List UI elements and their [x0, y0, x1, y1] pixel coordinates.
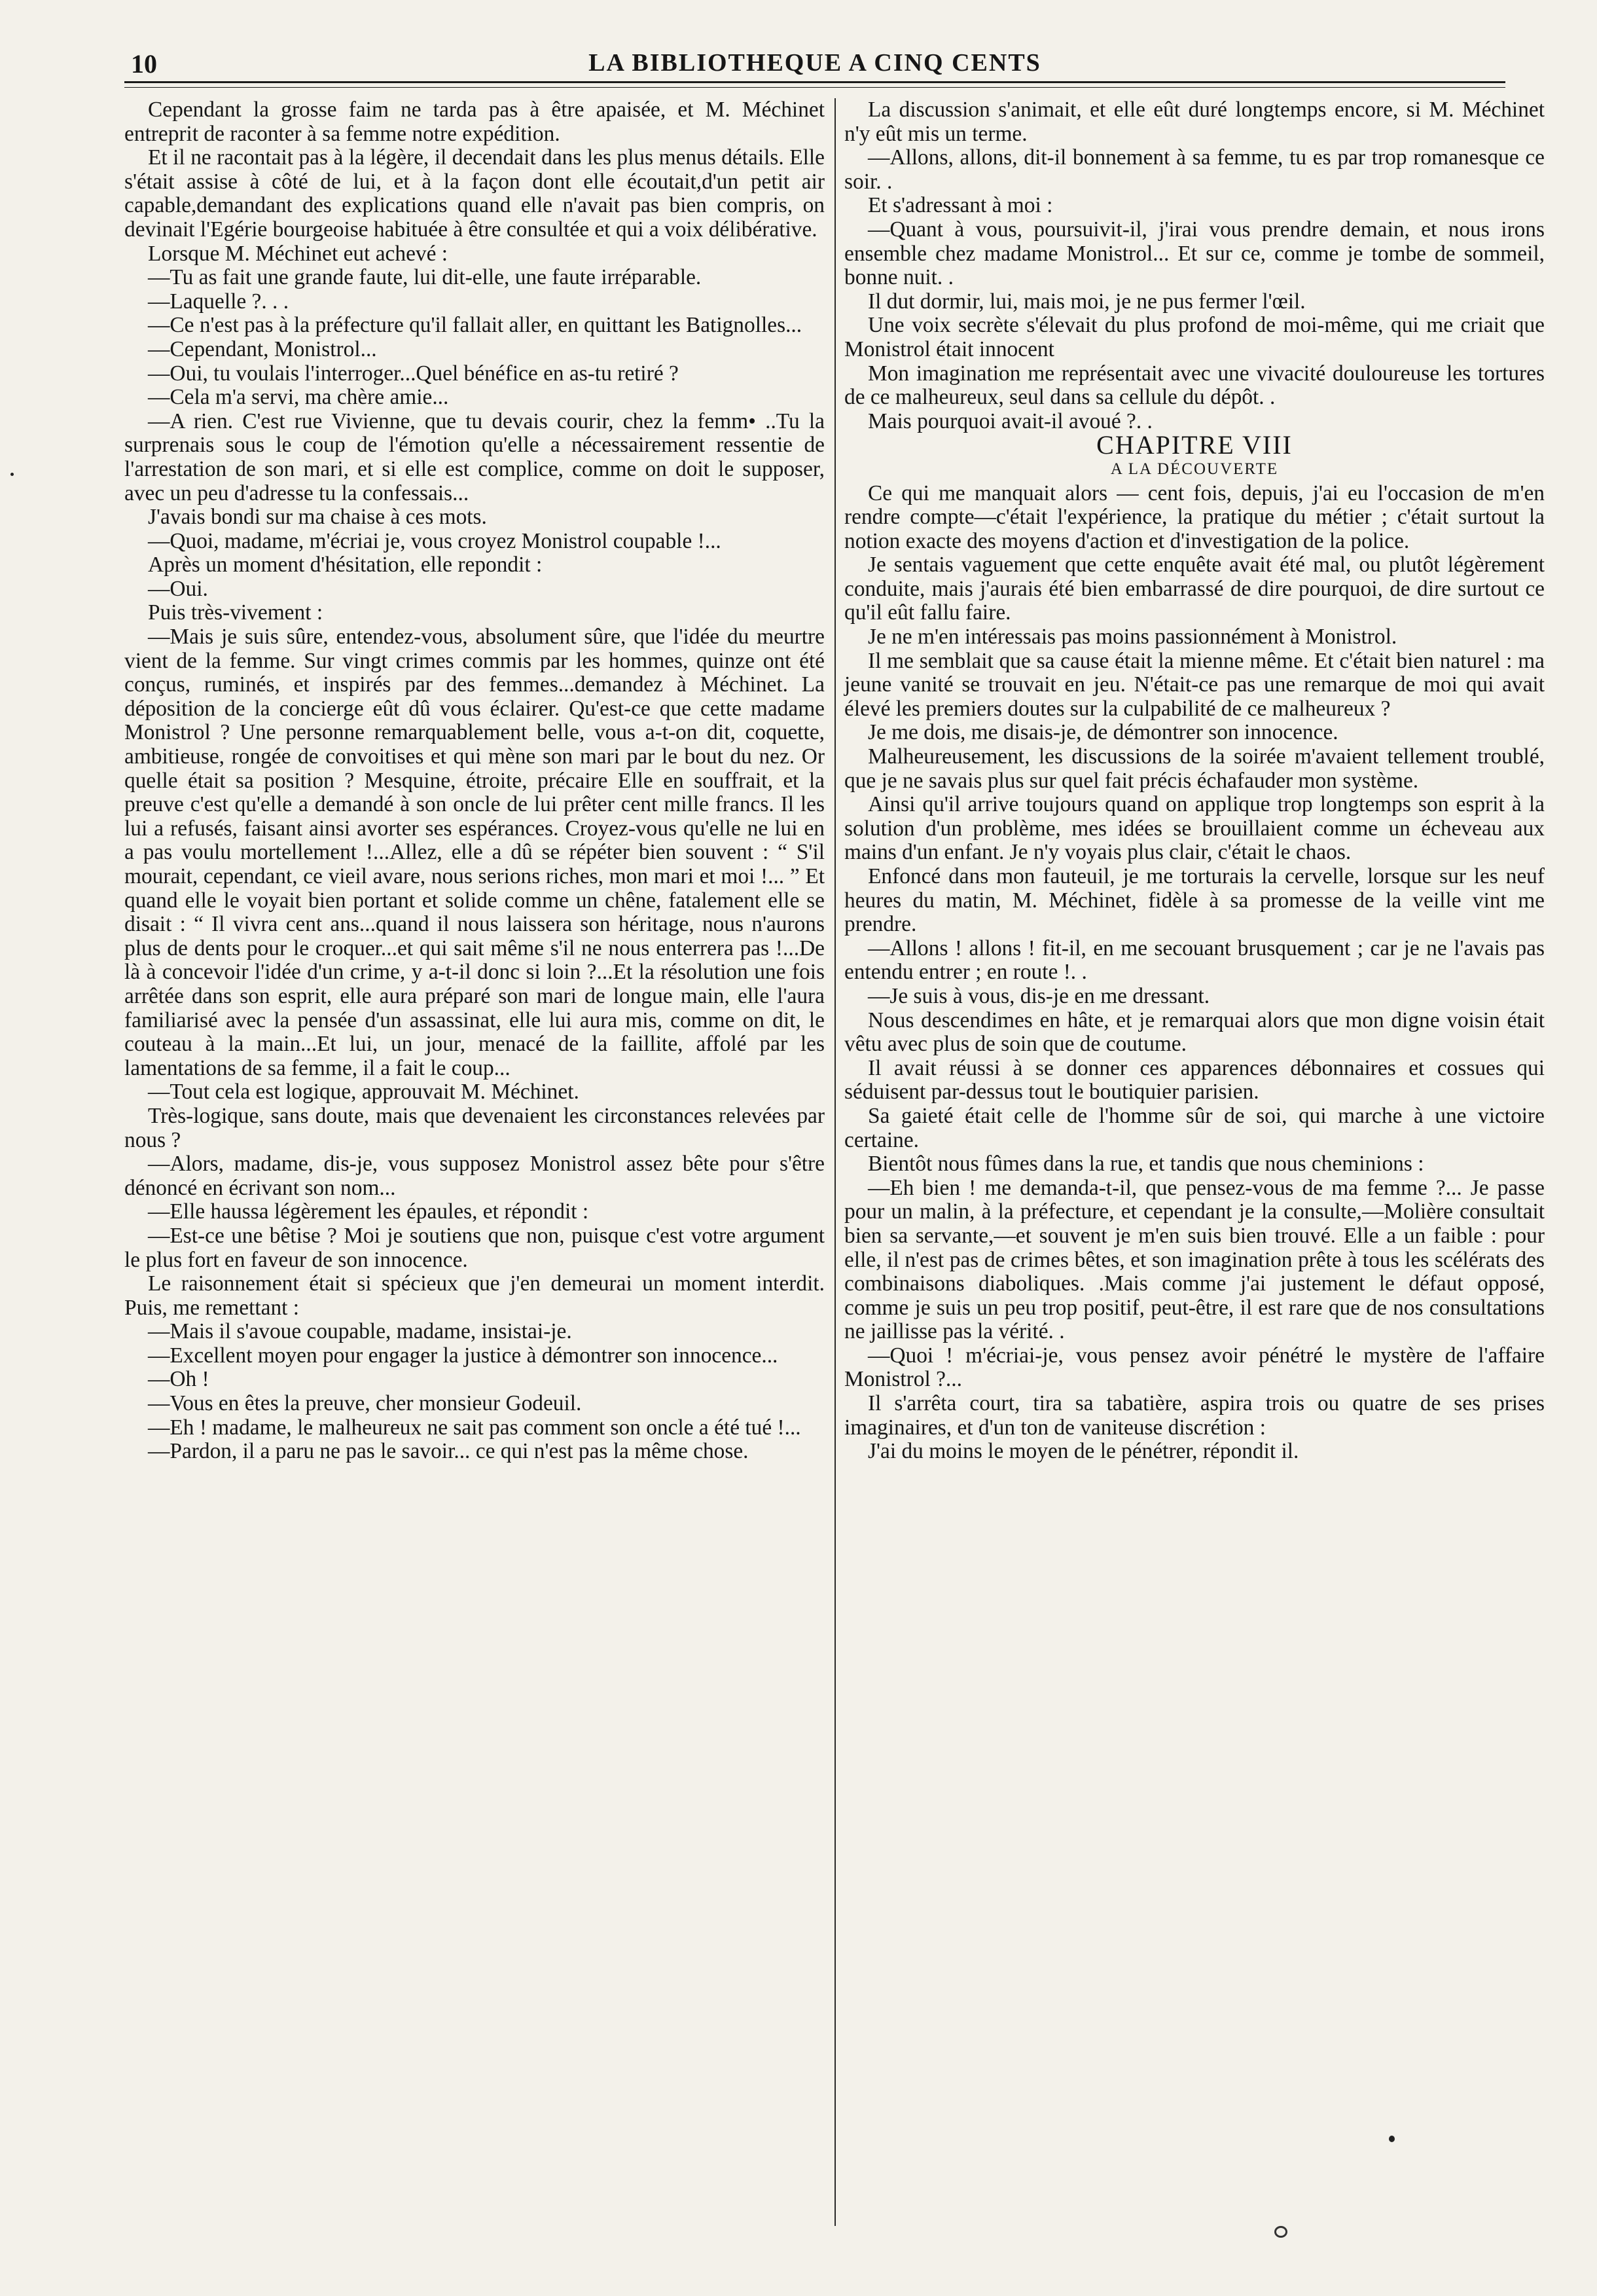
- paragraph: —Cela m'a servi, ma chère amie...: [148, 385, 449, 410]
- header-rule: [124, 81, 1505, 83]
- paragraph: Ce qui me manquait alors — cent fois, depuis, j'ai eu l'occasion de m'en rendre compte—c'était l'expérience, la pratique du métier ; c'était surtout la notion exacte des moyens d'action et d'investigation de la police.: [844, 481, 1545, 553]
- paragraph: —Oh !: [148, 1367, 209, 1392]
- paragraph: —Allons ! allons ! fit-il, en me secouant brusquement ; car je ne l'avais pas entendu entrer ; en route !. .: [844, 936, 1545, 985]
- right-column-text-before: [844, 98, 1545, 433]
- paragraph: —Quoi, madame, m'écriai je, vous croyez Monistrol coupable !...: [148, 528, 721, 553]
- running-title: LA BIBLIOTHEQUE A CINQ CENTS: [588, 49, 1041, 77]
- paragraph: —Eh bien ! me demanda-t-il, que pensez-vous de ma femme ?... Je passe pour un malin, à la préfecture, et cependant je la consulte,—Molière consultait bien sa servante,—et souvent je m'en suis bien trouvé. Elle a un faible : pour elle, il n'est pas de crimes bêtes, et son imagination prête à tous les scélérats des combinaisons diaboliques. .Mais comme j'ai justement le défaut opposé, comme je suis un peu trop positif, peut-être, il est rare que de nos consultations ne jaillisse pas la vérité. .: [844, 1175, 1545, 1344]
- paragraph: Cependant la grosse faim ne tarda pas à être apaisée, et M. Méchinet entreprit de raconter à sa femme notre expédition.: [124, 98, 825, 146]
- paragraph: —Quant à vous, poursuivit-il, j'irai vous prendre demain, et nous irons ensemble chez madame Monistrol... Et sur ce, comme je tombe de sommeil, bonne nuit. .: [844, 217, 1545, 290]
- paragraph: —Cependant, Monistrol...: [148, 337, 377, 361]
- paragraph: —Oui.: [148, 576, 208, 601]
- chapter-subtitle: A LA DÉCOUVERTE: [1110, 460, 1279, 478]
- paragraph: Puis très-vivement :: [148, 600, 323, 625]
- paragraph: Et il ne racontait pas à la légère, il decendait dans les plus menus détails. Elle s'était assise à côté de lui, et à la façon dont elle écoutait,d'un petit air capable,demandant des explications quand elle n'avait pas bien compris, on devinait l'Egérie bourgeoise habituée à être consultée et qui a voix délibérative.: [124, 145, 825, 242]
- paragraph: Bientôt nous fûmes dans la rue, et tandis que nous cheminions :: [868, 1152, 1424, 1176]
- paragraph: Il dut dormir, lui, mais moi, je ne pus fermer l'œil.: [868, 289, 1306, 314]
- paragraph: Il avait réussi à se donner ces apparences débonnaires et cossues qui séduisent par-dessus tout le boutiquier parisien.: [844, 1055, 1545, 1104]
- paragraph: —Excellent moyen pour engager la justice à démontrer son innocence...: [148, 1343, 778, 1368]
- page-number: 10: [131, 49, 157, 79]
- chapter-title: CHAPITRE VIII: [1096, 430, 1293, 460]
- paragraph: La discussion s'animait, et elle eût duré longtemps encore, si M. Méchinet n'y eût mis un terme.: [844, 98, 1545, 146]
- paragraph: —Est-ce une bêtise ? Moi je soutiens que non, puisque c'est votre argument le plus fort en faveur de son innocence.: [124, 1223, 825, 1272]
- paragraph: —Alors, madame, dis-je, vous supposez Monistrol assez bête pour s'être dénoncé en écrivant son nom...: [124, 1152, 825, 1200]
- paragraph: Une voix secrète s'élevait du plus profond de moi-même, qui me criait que Monistrol était innocent: [844, 313, 1545, 361]
- ink-speck: [10, 473, 14, 476]
- paragraph: —Ce n'est pas à la préfecture qu'il fallait aller, en quittant les Batignolles...: [148, 313, 802, 338]
- paragraph: —Mais il s'avoue coupable, madame, insistai-je.: [148, 1319, 572, 1344]
- paragraph: —Tu as fait une grande faute, lui dit-elle, une faute irréparable.: [148, 265, 702, 290]
- paragraph: Sa gaieté était celle de l'homme sûr de soi, qui marche à une victoire certaine.: [844, 1103, 1545, 1152]
- paragraph: Enfoncé dans mon fauteuil, je me torturais la cervelle, lorsque sur les neuf heures du matin, M. Méchinet, fidèle à sa promesse de la veille vint me prendre.: [844, 864, 1545, 937]
- ink-speck: [1389, 2136, 1395, 2142]
- right-column: [844, 98, 1545, 1464]
- paragraph: Je me dois, me disais-je, de démontrer son innocence.: [868, 720, 1338, 745]
- page-header: [124, 45, 1505, 84]
- paragraph: —Pardon, il a paru ne pas le savoir... ce qui n'est pas la même chose.: [148, 1439, 749, 1464]
- paragraph: Très-logique, sans doute, mais que devenaient les circonstances relevées par nous ?: [124, 1103, 825, 1152]
- paragraph: —Tout cela est logique, approuvait M. Méchinet.: [148, 1080, 579, 1104]
- paragraph: —Eh ! madame, le malheureux ne sait pas comment son oncle a été tué !...: [148, 1415, 801, 1440]
- paragraph: Je sentais vaguement que cette enquête avait été mal, ou plutôt légèrement conduite, mais j'aurais été bien embarrassé de dire pourquoi, de dire surtout ce qu'il eût fallu faire.: [844, 553, 1545, 625]
- paragraph: —Quoi ! m'écriai-je, vous pensez avoir pénétré le mystère de l'affaire Monistrol ?...: [844, 1343, 1545, 1392]
- paragraph: —Allons, allons, dit-il bonnement à sa femme, tu es par trop romanesque ce soir. .: [844, 145, 1545, 194]
- paragraph: Je ne m'en intéressais pas moins passionnément à Monistrol.: [868, 625, 1397, 649]
- left-column: [124, 98, 825, 1464]
- ink-speck: [1274, 2226, 1287, 2238]
- paragraph: Il s'arrêta court, tira sa tabatière, aspira trois ou quatre de ses prises imaginaires, et d'un ton de vaniteuse discrétion :: [844, 1391, 1545, 1440]
- header-rule-thin: [124, 87, 1505, 88]
- paragraph: Malheureusement, les discussions de la soirée m'avaient tellement troublé, que je ne savais plus sur quel fait précis échafauder mon système.: [844, 744, 1545, 793]
- paragraph: Après un moment d'hésitation, elle repondit :: [148, 553, 543, 577]
- paragraph: —Laquelle ?. . .: [148, 289, 289, 314]
- paragraph: —Oui, tu voulais l'interroger...Quel bénéfice en as-tu retiré ?: [148, 361, 679, 386]
- paragraph: Le raisonnement était si spécieux que j'en demeurai un moment interdit. Puis, me remettant :: [124, 1271, 825, 1320]
- paragraph: —Mais je suis sûre, entendez-vous, absolument sûre, que l'idée du meurtre vient de la femme. Sur vingt crimes commis par les hommes, quinze ont été conçus, ruminés, et inspirés par des femmes...demandez à Méchinet. La déposition de la concierge eût dû vous éclairer. Qu'est-ce que cette madame Monistrol ? Une personne remarquablement belle, vous a-t-on dit, coquette, ambitieuse, rongée de convoitises et qui mène son mari par le bout du nez. Or quelle était sa position ? Mesquine, étroite, précaire Elle en souffrait, et la preuve c'est qu'elle a demandé à son oncle de lui prêter cent mille francs. Il les lui a refusés, faisant ainsi avorter ses espérances. Croyez-vous qu'elle ne lui en a pas voulu mortellement !...Allez, elle a dû se répéter bien souvent : “ S'il mourait, cependant, ce vieil avare, nous serions riches, mon mari et moi !... ” Et quand elle le voyait bien portant et solide comme un chêne, fatalement elle se disait : “ Il vivra cent ans...quand il nous laissera son héritage, nous n'aurons plus de dents pour le croquer...et qui sait même s'il ne nous enterrera pas !...De là à concevoir l'idée d'un crime, y a-t-il donc si loin ?...Et la résolution une fois arrêtée dans son esprit, elle aura préparé son mari de longue main, elle l'aura familiarisé avec la pensée d'un assassinat, elle lui aura mis, comme on dit, le couteau à la main...Et lui, un jour, menacé de la faillite, affolé par les lamentations de sa femme, il a fait le coup...: [124, 625, 825, 1080]
- paragraph: J'ai du moins le moyen de le pénétrer, répondit il.: [868, 1439, 1299, 1464]
- paragraph: —Elle haussa légèrement les épaules, et répondit :: [148, 1199, 589, 1224]
- column-divider: [834, 98, 836, 2226]
- paragraph: Ainsi qu'il arrive toujours quand on applique trop longtemps son esprit à la solution d'un problème, mes idées se brouillaient comme un écheveau aux mains d'un enfant. Je n'y voyais plus clair, c'était le chaos.: [844, 792, 1545, 865]
- paragraph: Mais pourquoi avait-il avoué ?. .: [868, 409, 1153, 433]
- paragraph: J'avais bondi sur ma chaise à ces mots.: [148, 505, 487, 530]
- paragraph: Et s'adressant à moi :: [868, 193, 1053, 218]
- paragraph: Mon imagination me représentait avec une vivacité douloureuse les tortures de ce malheureux, seul dans sa cellule du dépôt. .: [844, 361, 1545, 410]
- right-column-text-after: [844, 482, 1545, 1464]
- paragraph: —Je suis à vous, dis-je en me dressant.: [868, 983, 1210, 1008]
- paragraph: Lorsque M. Méchinet eut achevé :: [148, 241, 448, 266]
- paragraph: —A rien. C'est rue Vivienne, que tu devais courir, chez la femm• ..Tu la surprenais sous le coup de l'émotion qu'elle a nécessairement ressentie de l'arrestation de son mari, et si elle est complice, comme on doit le supposer, avec un peu d'adresse tu la confessais...: [124, 409, 825, 505]
- paragraph: Nous descendimes en hâte, et je remarquai alors que mon digne voisin était vêtu avec plus de soin que de coutume.: [844, 1008, 1545, 1057]
- paragraph: —Vous en êtes la preuve, cher monsieur Godeuil.: [148, 1391, 582, 1416]
- paragraph: Il me semblait que sa cause était la mienne même. Et c'était bien naturel : ma jeune vanité se trouvait en jeu. N'était-ce pas une remarque de moi qui avait élevé les premiers doutes sur la culpabilité de ce malheureux ?: [844, 648, 1545, 721]
